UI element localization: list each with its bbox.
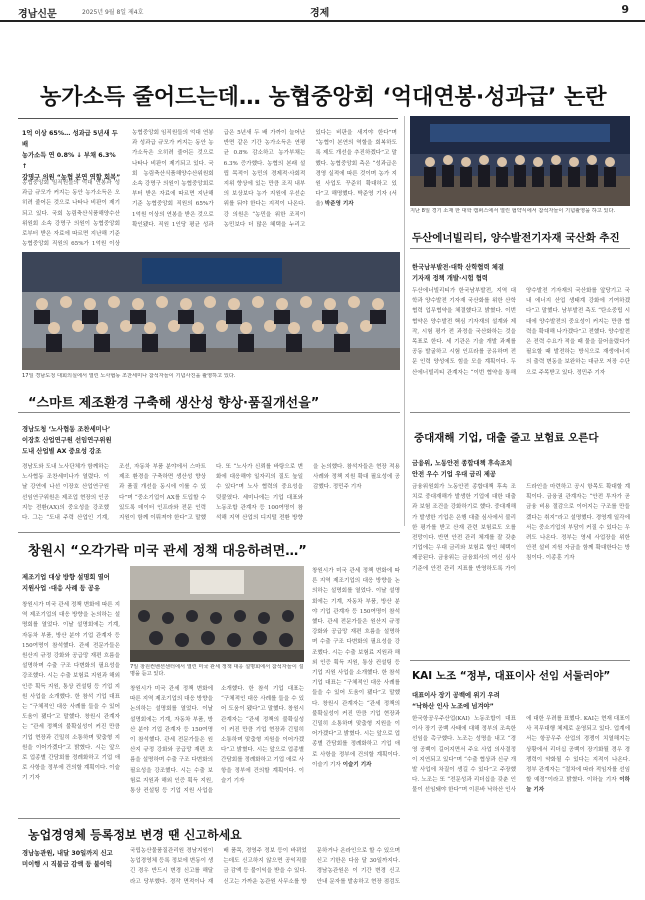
farm-body-text: 국립농산물품질관리원 경남지원이 농업경영체 등록 정보에 변동이 생긴 경우 반드시 변경 신고를 해달라고 당부했다. 경작 면적이나 재배 품목, 경영주 정보 등이 바뀌었는데도 신고하지 않으면 공익직불금 감액 등 불이익을 받을 수 있다. 신고는 가까운 농관원 사무소를 방문하거나 온라인으로 할 수 있으며 신고 기한은 다음 달 30일까지다. 경남농관원은 이 기간 변경 신고 안내 문자를 발송하고 현장 점검도 — [130, 848, 400, 885]
main-body-col2 — [132, 128, 397, 248]
right-photo — [410, 116, 630, 206]
issue-date: 2025년 9월 8일 제4호 — [82, 9, 144, 16]
doosan-body-text: 두산에너빌리티가 한국남부발전, 지역 대학과 양수발전 기자재 국산화를 위한 산학협력 업무협약을 체결했다고 밝혔다. 이번 협약은 양수발전 핵심 기자재의 설계와 제작, 시험 평가 전 과정을 국산화하는 것을 목표로 한다. 세 기관은 기술 개발 과제를 공동 발굴하고 시험 인프라를 공유하며 전문 인력 양성에도 힘을 모을 계획이다. 두산에너빌리티 관계자는 “이번 협약을 통해 양수발전 기자재의 국산화를 앞당기고 국내 에너지 산업 생태계 강화에 기여하겠다”고 말했다. 남부발전 측도 “탄소중립 시대에 양수발전의 중요성이 커지는 만큼 협력을 확대해 나가겠다”고 전했다. 양수발전은 전력 수요가 적을 때 물을 끌어올렸다가 필요할 때 발전하는 방식으로 재생에너지의 출력 변동을 보완하는 대규모 저장 수단으로 주목받고 있다. 정민주 기자 — [412, 288, 630, 376]
main-body: 농협중앙회 임직원들의 억대 연봉과 성과급 규모가 커지는 동안 농가소득은 오히려 줄어든 것으로 나타나 비판이 제기되고 있다. 국회 농림축산식품해양수산위원회 소속 강명구 의원이 농협중앙회로부터 받은 자료에 따르면 지난해 기준 농협중앙회 직원의 65%가 1억원 이상 — [22, 180, 120, 248]
doosan-body — [412, 286, 630, 404]
seminar-photo-graphic — [22, 252, 400, 370]
doosan-headline: 두산에너빌리티, 양수발전기자재 국산화 추진 — [412, 232, 620, 244]
newspaper-name: 경남신문 — [18, 9, 57, 20]
loan-subhead-1: 금융위, 노동안전 종합대책 후속조치 — [412, 460, 513, 467]
changwon-photo-caption: 7일 창원컨벤션센터에서 열린 미국 관세 정책 대응 설명회에서 참석자들이 설명을 듣고 있다. — [130, 664, 304, 677]
center-photo — [22, 252, 400, 370]
farm-headline: 농업경영체 등록정보 변경 땐 신고하세요 — [28, 828, 242, 842]
loan-headline: 중대재해 기업, 대출 줄고 보험료 오른다 — [414, 432, 599, 444]
kai-subhead-1: 대표이사 장기 공백에 위기 우려 — [412, 692, 500, 699]
changwon-body-center — [130, 684, 304, 810]
smart-subhead-3: 도내 산업별 AX 중요성 강조 — [22, 448, 102, 455]
kai-body — [412, 714, 630, 890]
page-header — [0, 0, 645, 22]
smart-body — [22, 462, 400, 526]
kai-headline: KAI 노조 “정부, 대표이사 선임 서둘러야” — [412, 670, 611, 682]
changwon-body-left — [22, 600, 120, 810]
briefing-photo-graphic — [130, 566, 304, 662]
farm-subhead-2: 미이행 시 직불금 감액 등 불이익 — [22, 861, 113, 868]
changwon-body-end: 창원시가 미국 관세 정책 변화에 따른 지역 제조기업의 대응 방향을 논의하는 설명회를 열었다. 이날 설명회에는 기계, 자동차 부품, 방산 분야 기업 관계자 등 150여명이 참석했다. 관세 전문가들은 원산지 규정 강화와 공급망 재편 흐름을 설명하며 수출 구조 다변화의 필요성을 강조했다. 시는 수출 보험료 지원과 해외 인증 획득 지원, 통상 컨설팅 등 기업 지원 사업을 소개했다. 한 참석 기업 대표는 “구체적인 대응 사례를 들을 수 있어 도움이 됐다”고 말했다. 창원시 관계자는 “관세 정책의 불확실성이 커진 만큼 기업 현장과 긴밀히 소통하며 맞춤형 지원을 이어가겠다”고 밝혔다. 시는 앞으로 업종별 간담회를 정례화하고 기업 애로 사항을 정부에 건의할 계획이다. 이슬기 기자 — [312, 568, 400, 768]
farm-subhead-1: 경남농관원, 내달 30일까지 신고 — [22, 850, 113, 857]
main-subhead-2: 농가소득 연 0.8% ↓ 부채 6.3% ↑ — [22, 152, 116, 170]
center-photo-caption: 17일 경남도청 대회의실에서 열린 노사협동 조찬세미나 참석자들이 기념사진을 촬영하고 있다. — [22, 373, 236, 379]
main-byline: 박준영 기자 — [324, 201, 354, 208]
changwon-body-right — [312, 566, 400, 810]
loan-subhead-2: 안전 우수 기업 우대 금리 제공 — [412, 471, 496, 478]
main-subhead-3: 강명구 의원 “농협 본연 역할 회복” — [22, 174, 121, 181]
smart-body-text: 경남도와 도내 노사단체가 함께하는 노사협동 조찬세미나가 열렸다. 이날 강연에 나선 이장호 산업연구원 선임연구위원은 제조업 현장의 인공지능 전환(AX)의 중요성을 강조했다. 그는 “도내 주력 산업인 기계, 조선, 자동차 부품 분야에서 스마트 제조 환경을 구축하면 생산성 향상과 품질 개선을 동시에 이룰 수 있다”며 “중소기업이 AX를 도입할 수 있도록 데이터 인프라와 전문 인력 지원이 함께 이뤄져야 한다”고 말했다. 또 “노사가 신뢰를 바탕으로 변화에 대응해야 일자리의 질도 높일 수 있다”며 노사 협력의 중요성을 덧붙였다. 세미나에는 기업 대표와 노동조합 관계자 등 100여명이 참석해 지역 산업의 디지털 전환 방향을 논의했다. 참석자들은 현장 적용 사례와 정책 지원 확대 필요성에 공감했다. 정민주 기자 — [22, 464, 400, 522]
doosan-subhead-1: 한국남부발전·대학 산학협력 체결 — [412, 264, 504, 271]
smart-subhead-1: 경남도청 ‘노사협동 조찬세미나’ — [22, 426, 111, 433]
farm-body — [130, 846, 400, 894]
changwon-photo — [130, 566, 304, 662]
main-subhead-1: 1억 이상 65%… 성과급 5년새 두배 — [22, 130, 118, 148]
main-body-cont: 농협중앙회 임직원들의 억대 연봉과 성과급 규모가 커지는 동안 농가소득은 오히려 줄어든 것으로 나타나 비판이 제기되고 있다. 국회 농림축산식품해양수산위원회 소속 강명구 의원이 농협중앙회로부터 받은 자료에 따르면 지난해 기준 농협중앙회 직원의 65%가 1억원 이상의 연봉을 받은 것으로 확인됐다. 직원 1인당 평균 성과급은 5년새 두 배 가까이 늘어난 반면 같은 기간 농가소득은 연평균 0.8% 감소하고 농가부채는 6.3% 증가했다. 농협의 본래 설립 목적이 농민의 경제적·사회적 지위 향상에 있는 만큼 조직 내부의 보상보다 농가 지원에 우선순위를 둬야 한다는 지적이 나온다. 강 의원은 “농민을 위한 조직이 농민보다 더 많은 혜택을 누리고 있다는 비판을 새겨야 한다”며 “농협이 본연의 역할을 회복하도록 제도 개선을 추진하겠다”고 말했다. 농협중앙회 측은 “성과급은 경영 실적에 따른 것이며 농가 지원 사업도 꾸준히 확대하고 있다”고 해명했다. 박준영 기자 (서울) — [132, 130, 397, 228]
kai-subhead-2: “낙하산 인사 노조에 넘겨야” — [412, 703, 494, 710]
loan-body-text: 금융위원회가 노동안전 종합대책 후속 조치로 중대재해가 발생한 기업에 대한 대출과 보험 조건을 강화하기로 했다. 중대재해가 발생한 기업은 은행 대출 심사에서 불리한 평가를 받고 산재 관련 보험료도 오를 전망이다. 반면 안전 관리 체계를 잘 갖춘 기업에는 우대 금리와 보험료 할인 혜택이 제공된다. 금융위는 금융회사의 여신 심사 기준에 안전 관리 지표를 반영하도록 가이드라인을 마련하고 공시 항목도 확대할 계획이다. 금융권 관계자는 “안전 투자가 곧 금융 비용 절감으로 이어지는 구조를 만들겠다는 취지”라고 설명했다. 경영계 일각에서는 중소기업의 부담이 커질 수 있다는 우려도 나온다. 정부는 영세 사업장을 위한 안전 설비 지원 자금을 함께 확대한다는 방침이다. 이종훈 기자 — [412, 484, 630, 572]
right-photo-caption: 지난 8일 경기 소재 한 대학 캠퍼스에서 열린 협약식에서 참석자들이 기념촬영을 하고 있다. — [410, 208, 616, 214]
changwon-byline: 이슬기 기자 — [342, 761, 372, 768]
changwon-body-text: 창원시가 미국 관세 정책 변화에 따른 지역 제조기업의 대응 방향을 논의하는 설명회를 열었다. 이날 설명회에는 기계, 자동차 부품, 방산 분야 기업 관계자 등 150여명이 참석했다. 관세 전문가들은 원산지 규정 강화와 공급망 재편 흐름을 설명하며 수출 구조 다변화의 필요성을 강조했다. 시는 수출 보험료 지원과 해외 인증 획득 지원, 통상 컨설팅 등 기업 지원 사업을 소개했다. 한 참석 기업 대표는 “구체적인 대응 사례를 들을 수 있어 도움이 됐다”고 말했다. 창원시 관계자는 “관세 정책의 불확실성이 커진 만큼 기업 현장과 긴밀히 소통하며 맞춤형 지원을 이어가겠다”고 밝혔다. 시는 앞으로 업종별 간담회를 정례화하고 기업 애로 사항을 정부에 건의할 계획이다. 이슬기 기자 — [22, 602, 120, 782]
changwon-body-cont: 창원시가 미국 관세 정책 변화에 따른 지역 제조기업의 대응 방향을 논의하는 설명회를 열었다. 이날 설명회에는 기계, 자동차 부품, 방산 분야 기업 관계자 등 150여명이 참석했다. 관세 전문가들은 원산지 규정 강화와 공급망 재편 흐름을 설명하며 수출 구조 다변화의 필요성을 강조했다. 시는 수출 보험료 지원과 해외 인증 획득 지원, 통상 컨설팅 등 기업 지원 사업을 소개했다. 한 참석 기업 대표는 “구체적인 대응 사례를 들을 수 있어 도움이 됐다”고 말했다. 창원시 관계자는 “관세 정책의 불확실성이 커진 만큼 기업 현장과 긴밀히 소통하며 맞춤형 지원을 이어가겠다”고 밝혔다. 시는 앞으로 업종별 간담회를 정례화하고 기업 애로 사항을 정부에 건의할 계획이다. 이슬기 기자 — [130, 686, 304, 795]
page-number: 9 — [621, 3, 629, 16]
kai-byline: 이하늘 기자 — [526, 777, 630, 794]
smart-headline: “스마트 제조환경 구축해 생산성 향상·품질개선을” — [28, 396, 320, 411]
changwon-subhead-1: 제조기업 대상 방향 설명회 열어 — [22, 574, 110, 581]
smart-subhead-2: 이장호 산업연구원 선임연구위원 — [22, 437, 112, 444]
kai-body-text: 한국항공우주산업(KAI) 노동조합이 대표이사 장기 공백 사태에 대해 정부의 조속한 선임을 촉구했다. 노조는 성명을 내고 “경영 공백이 길어지면서 주요 사업 의사결정이 지연되고 있다”며 “수출 협상과 신규 개발 사업에 차질이 생길 수 있다”고 주장했다. 노조는 또 “전문성과 리더십을 갖춘 인물이 선임돼야 한다”며 이른바 낙하산 인사에 대한 우려를 표했다. KAI는 현재 대표이사 직무대행 체제로 운영되고 있다. 업계에서는 항공우주 산업의 경쟁이 치열해지는 상황에서 리더십 공백이 장기화될 경우 경쟁력이 약화될 수 있다는 지적이 나온다. 정부 관계자는 “절차에 따라 적임자를 선임할 예정”이라고 밝혔다. 이하늘 기자 — [412, 716, 630, 794]
group-photo-graphic — [410, 116, 630, 206]
section-name: 경제 — [310, 8, 330, 19]
loan-body — [412, 482, 630, 652]
changwon-headline: 창원시 “오각가락 미국 관세 정책 대응하려면…” — [28, 544, 307, 559]
changwon-subhead-2: 지원사업 ·대응 사례 등 공유 — [22, 585, 101, 592]
doosan-subhead-2: 기자재 정책 개발·시험 협력 — [412, 275, 488, 282]
main-headline: 농가소득 줄어드는데… 농협중앙회 ‘억대연봉·성과급’ 논란 — [40, 85, 607, 110]
